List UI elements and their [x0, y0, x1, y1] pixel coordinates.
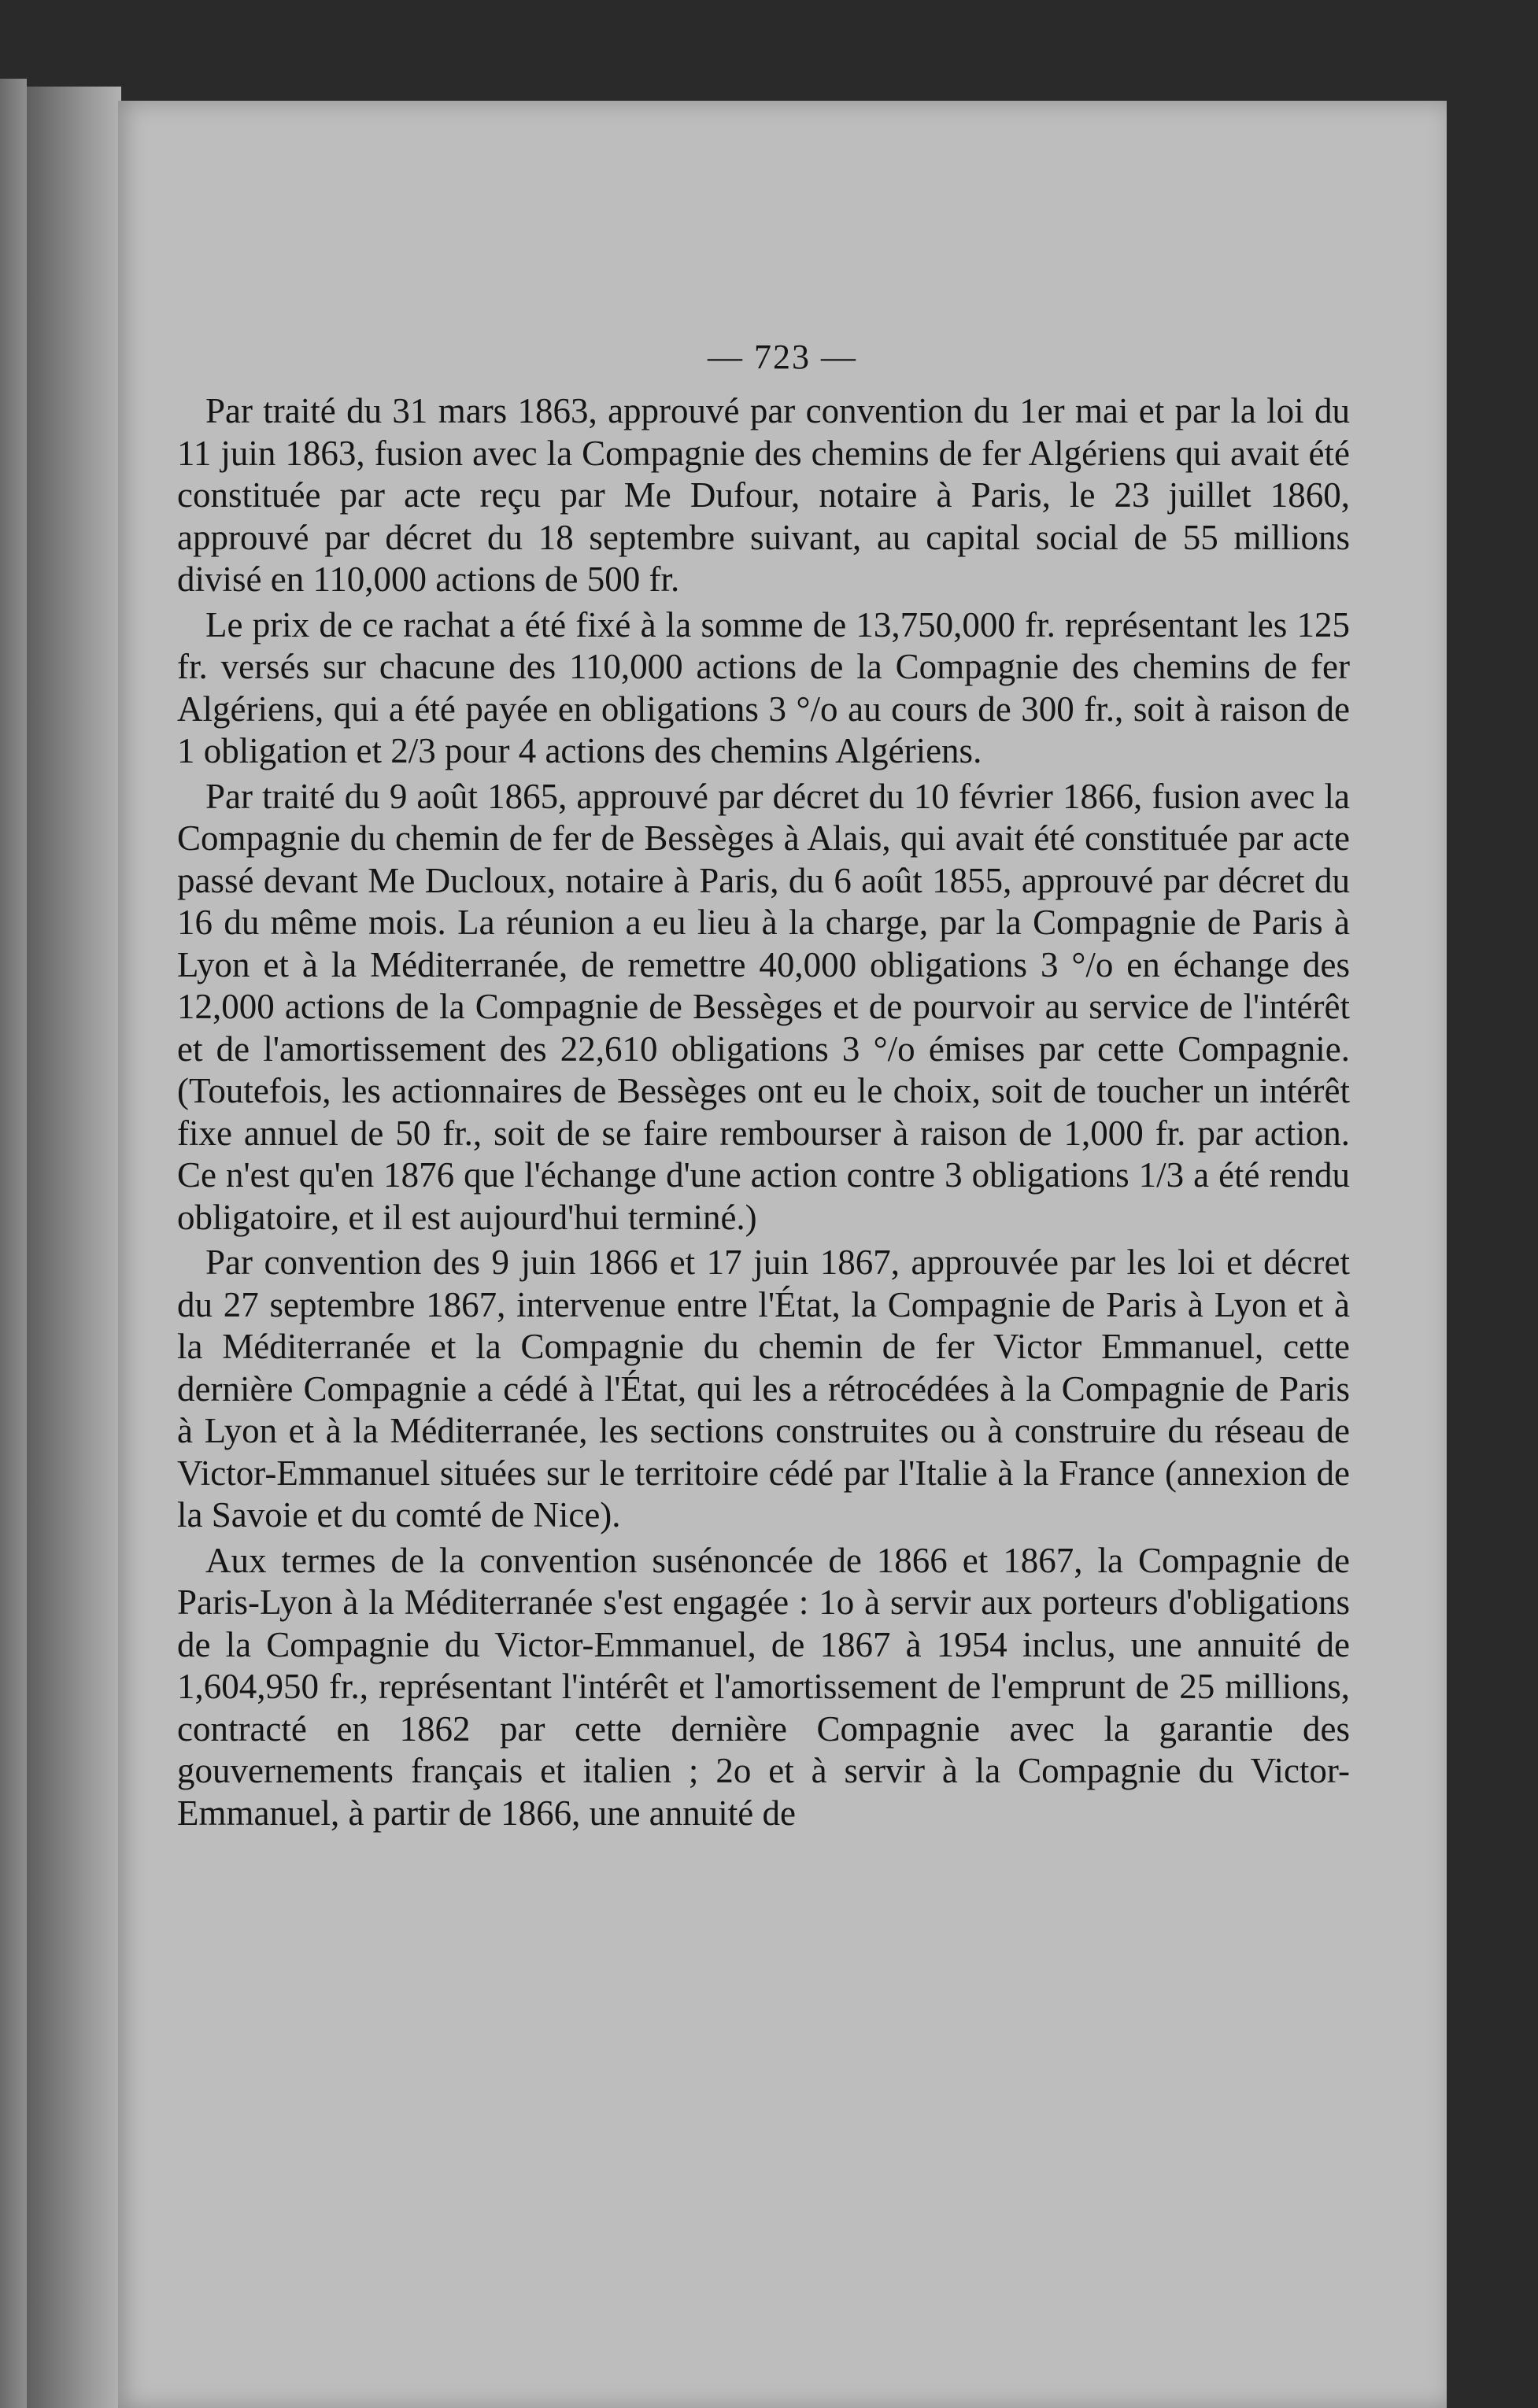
book-page — [118, 101, 1447, 2408]
previous-page-edge — [0, 79, 27, 2408]
page-number: — 723 — — [708, 338, 857, 376]
paragraph-fusion-besseges: Par traité du 9 août 1865, approuvé par décret du 10 février 1866, fusion avec la Compagnie du chemin de fer de Bessèges à Alais, qui avait été constituée par acte passé devant Me Ducloux, notaire à Paris, du 6 août 1855, approuvé par décret du 16 du même mois. La réunion a eu lieu à la charge, par la Compagnie de Paris à Lyon et à la Méditerranée, de remettre 40,000 obligations 3 °/o en échange des 12,000 actions de la Compagnie de Bessèges et de pourvoir au service de l'intérêt et de l'amortissement des 22,610 obligations 3 °/o émises par cette Compagnie. (Toutefois, les actionnaires de Bessèges ont eu le choix, soit de toucher un intérêt fixe annuel de 50 fr., soit de se faire rembourser à raison de 1,000 fr. par action. Ce n'est qu'en 1876 que l'échange d'une action contre 3 obligations 1/3 a été rendu obligatoire, et il est aujourd'hui terminé.) — [177, 776, 1350, 1237]
paragraph-prix-rachat: Le prix de ce rachat a été fixé à la somme de 13,750,000 fr. représentant les 125 fr. versés sur chacune des 110,000 actions de la Compagnie des chemins de fer Algériens, qui a été payée en obligations 3 °/o au cours de 300 fr., soit à raison de 1 obligation et 2/3 pour 4 actions des chemins Algériens. — [177, 604, 1350, 770]
book-gutter — [27, 87, 121, 2408]
paragraph-convention-victor-emmanuel: Par convention des 9 juin 1866 et 17 juin 1867, approuvée par les loi et décret du 27 septembre 1867, intervenue entre l'État, la Compagnie de Paris à Lyon et à la Méditerranée et la Compagnie du chemin de fer Victor Emmanuel, cette dernière Compagnie a cédé à l'État, qui les a rétrocédées à la Compagnie de Paris à Lyon et à la Méditerranée, les sections construites ou à construire du réseau de Victor-Emmanuel situées sur le territoire cédé par l'Italie à la France (annexion de la Savoie et du comté de Nice). — [177, 1243, 1350, 1535]
paragraph-termes-convention: Aux termes de la convention susénoncée de 1866 et 1867, la Compagnie de Paris-Lyon à la Méditerranée s'est engagée : 1o à servir aux porteurs d'obligations de la Compagnie du Victor-Emmanuel, de 1867 à 1954 inclus, une annuité de 1,604,950 fr., représentant l'intérêt et l'amortissement de l'emprunt de 25 millions, contracté en 1862 par cette dernière Compagnie avec la garantie des gouvernements français et italien ; 2o et à servir à la Compagnie du Victor-Emmanuel, à partir de 1866, une annuité de — [177, 1540, 1350, 1833]
page-body — [177, 390, 1350, 1834]
paragraph-fusion-algeriens: Par traité du 31 mars 1863, approuvé par convention du 1er mai et par la loi du 11 juin 1863, fusion avec la Compagnie des chemins de fer Algériens qui avait été constituée par acte reçu par Me Dufour, notaire à Paris, le 23 juillet 1860, approuvé par décret du 18 septembre suivant, au capital social de 55 millions divisé en 110,000 actions de 500 fr. — [177, 391, 1350, 599]
